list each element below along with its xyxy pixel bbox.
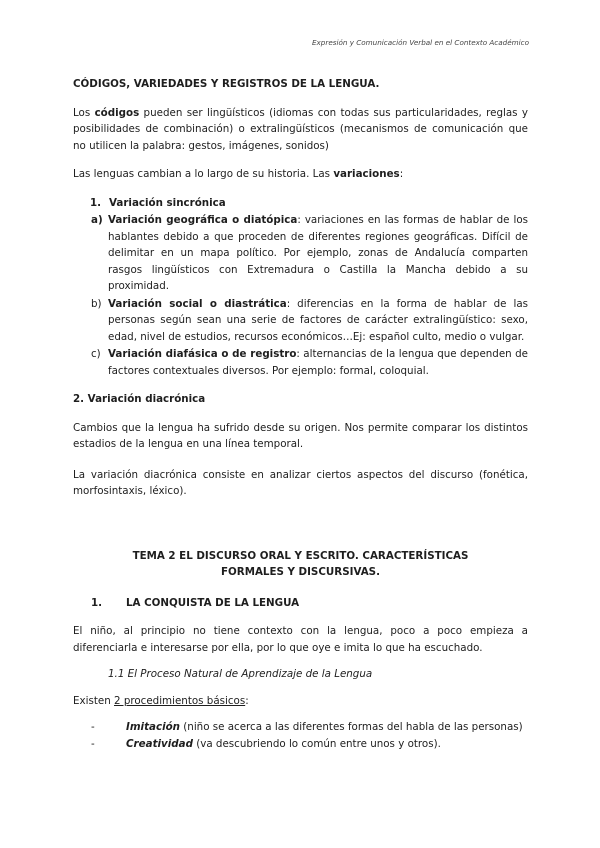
subheading-proceso: 1.1 El Proceso Natural de Aprendizaje de la Lengua bbox=[108, 668, 373, 680]
section-heading-conquista: 1. LA CONQUISTA DE LA LENGUA bbox=[91, 596, 300, 609]
section-title: CÓDIGOS, VARIEDADES Y REGISTROS DE LA LENGUA. bbox=[73, 78, 380, 90]
paragraph-diacronica: La variación diacrónica consiste en analizar ciertos aspectos del discurso (fonética, morfosintaxis, léxico). bbox=[73, 468, 528, 497]
paragraph-cambios: Cambios que la lengua ha sufrido desde su origen. Nos permite comparar los distintos estadios de la lengua en una línea temporal. bbox=[73, 421, 528, 450]
list-item-b: b) Variación social o diastrática: diferencias en la forma de hablar de las personas según sean una serie de factores de carácter extralingüístico: sexo, edad, nivel de estudios, recursos económicos…Ej: español culto, medio o vulgar. bbox=[91, 297, 528, 343]
tema-2-title: TEMA 2 EL DISCURSO ORAL Y ESCRITO. CARACTERÍSTICAS FORMALES Y DISCURSIVAS. bbox=[132, 549, 469, 578]
paragraph-codigos: Los códigos pueden ser lingüísticos (idiomas con todas sus particularidades, reglas y posibilidades de combinación) o extralingüísticos (mecanismos de comunicación que no utilicen la palabra: gestos, imágenes, sonidos) bbox=[73, 106, 528, 152]
list-item-c: c) Variación diafásica o de registro: alternancias de la lengua que dependen de factores contextuales diversos. Por ejemplo: formal, coloquial. bbox=[91, 348, 528, 377]
bullet-item-creatividad: - Creatividad (va descubriendo lo común entre unos y otros). bbox=[91, 737, 441, 750]
bullet-item-imitacion: - Imitación (niño se acerca a las diferentes formas del habla de las personas) bbox=[91, 721, 523, 733]
variation-sincronica-heading: 1. Variación sincrónica bbox=[90, 196, 226, 209]
running-header: Expresión y Comunicación Verbal en el Contexto Académico bbox=[312, 38, 529, 47]
paragraph-nino: El niño, al principio no tiene contexto con la lengua, poco a poco empieza a diferenciarla e interesarse por ella, por lo que oye e imita lo que ha escuchado. bbox=[73, 625, 528, 654]
page-content bbox=[73, 68, 528, 752]
paragraph-variaciones: Las lenguas cambian a lo largo de su historia. Las variaciones: bbox=[73, 168, 404, 180]
variation-diacronica-heading: 2. Variación diacrónica bbox=[73, 393, 206, 405]
list-item-a: a) Variación geográfica o diatópica: variaciones en las formas de hablar de los hablantes debido a que proceden de diferentes regiones geográficas. Difícil de delimitar en un mapa político. Por ejemplo, zonas de Andalucía comparten rasgos lingüísticos con Extremadura o Castilla la Mancha debido a su proximidad. bbox=[91, 214, 528, 292]
paragraph-existen: Existen 2 procedimientos básicos: bbox=[73, 694, 249, 707]
